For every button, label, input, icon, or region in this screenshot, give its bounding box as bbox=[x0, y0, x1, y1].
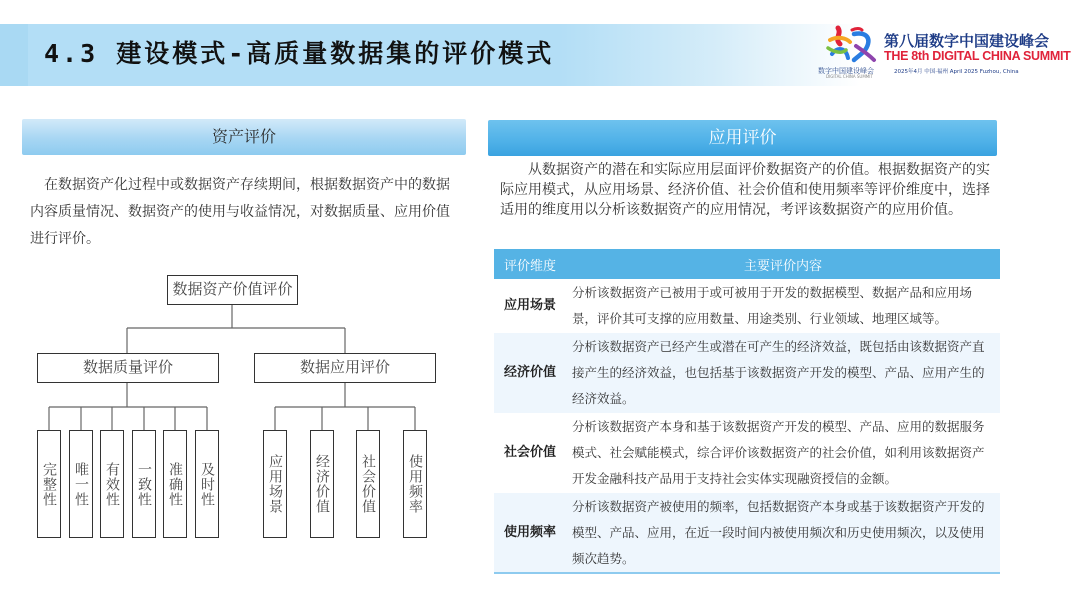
tree-root-node: 数据资产价值评价 bbox=[167, 275, 298, 305]
logo-sub-text: 数字中国建设峰会 bbox=[818, 67, 874, 75]
row-content: 分析该数据资产被使用的频率，包括数据资产本身或基于该数据资产开发的模型、产品、应用，在近一段时间内被使用频次和历史使用频次，以及使用频次趋势。 bbox=[566, 493, 1000, 573]
logo-title-en: THE 8th DIGITAL CHINA SUMMIT bbox=[884, 49, 1071, 63]
column-header-content: 主要评价内容 bbox=[566, 249, 1000, 279]
tree-leaf-uniqueness: 唯一性 bbox=[69, 430, 93, 538]
asset-evaluation-heading: 资产评价 bbox=[22, 119, 466, 155]
summit-logo bbox=[818, 22, 1080, 84]
tree-connector-lines bbox=[0, 0, 480, 608]
tree-leaf-social-value: 社会价值 bbox=[356, 430, 380, 538]
row-dimension: 使用频率 bbox=[494, 493, 566, 573]
tree-node-data-quality: 数据质量评价 bbox=[37, 353, 219, 383]
tree-leaf-timeliness: 及时性 bbox=[195, 430, 219, 538]
row-dimension: 应用场景 bbox=[503, 298, 556, 313]
tree-leaf-consistency: 一致性 bbox=[132, 430, 156, 538]
row-dimension: 社会价值 bbox=[503, 445, 556, 460]
row-content: 分析该数据资产本身和基于该数据资产开发的模型、产品、应用的数据服务模式、社会赋能模式，综合评价该数据资产的社会价值，如利用该数据资产开发金融科技产品用于支持社会实体实现融资授信的金额。 bbox=[572, 419, 985, 486]
tree-leaf-application-scenario: 应用场景 bbox=[263, 430, 287, 538]
header-left-strip bbox=[0, 24, 28, 86]
row-dimension: 经济价值 bbox=[494, 333, 566, 413]
tree-leaf-validity: 有效性 bbox=[100, 430, 124, 538]
tree-leaf-usage-frequency: 使用频率 bbox=[403, 430, 427, 538]
tree-node-data-application: 数据应用评价 bbox=[254, 353, 436, 383]
column-header-dimension: 评价维度 bbox=[494, 249, 566, 279]
tree-leaf-economic-value: 经济价值 bbox=[310, 430, 334, 538]
table-row bbox=[494, 333, 1000, 413]
tree-leaf-accuracy: 准确性 bbox=[163, 430, 187, 538]
logo-sub-text-en: DIGITAL CHINA SUMMIT bbox=[826, 74, 873, 79]
table-row bbox=[494, 413, 1000, 493]
row-content: 分析该数据资产已经产生或潜在可产生的经济效益，既包括由该数据资产直接产生的经济效益，也包括基于该数据资产开发的模型、产品、应用产生的经济效益。 bbox=[566, 333, 1000, 413]
page-title: 4.3 建设模式-高质量数据集的评价模式 bbox=[44, 39, 555, 68]
application-evaluation-heading: 应用评价 bbox=[488, 120, 997, 156]
table-row bbox=[494, 279, 1000, 333]
table-header-row bbox=[494, 249, 1000, 279]
summit-logo-mark-icon bbox=[824, 24, 878, 64]
table-row bbox=[494, 493, 1000, 573]
logo-title-cn: 第八届数字中国建设峰会 bbox=[884, 32, 1050, 50]
row-content: 分析该数据资产已被用于或可被用于开发的数据模型、数据产品和应用场景，评价其可支撑的应用数量、用途类别、行业领域、地理区域等。 bbox=[572, 285, 973, 326]
logo-date-line: 2025年4月 中国·福州 April 2025 Fuzhou, China bbox=[894, 69, 1019, 75]
application-evaluation-paragraph: 从数据资产的潜在和实际应用层面评价数据资产的价值。根据数据资产的实际应用模式，从应用场景、经济价值、社会价值和使用频率等评价维度中，选择适用的维度用以分析该数据资产的应用情况，考评该数据资产的应用价值。 bbox=[500, 162, 990, 218]
evaluation-dimension-table bbox=[494, 249, 1000, 574]
asset-evaluation-paragraph: 在数据资产化过程中或数据资产存续期间，根据数据资产中的数据内容质量情况、数据资产的使用与收益情况，对数据质量、应用价值进行评价。 bbox=[30, 177, 450, 247]
value-evaluation-tree-diagram bbox=[0, 0, 480, 608]
tree-leaf-completeness: 完整性 bbox=[37, 430, 61, 538]
